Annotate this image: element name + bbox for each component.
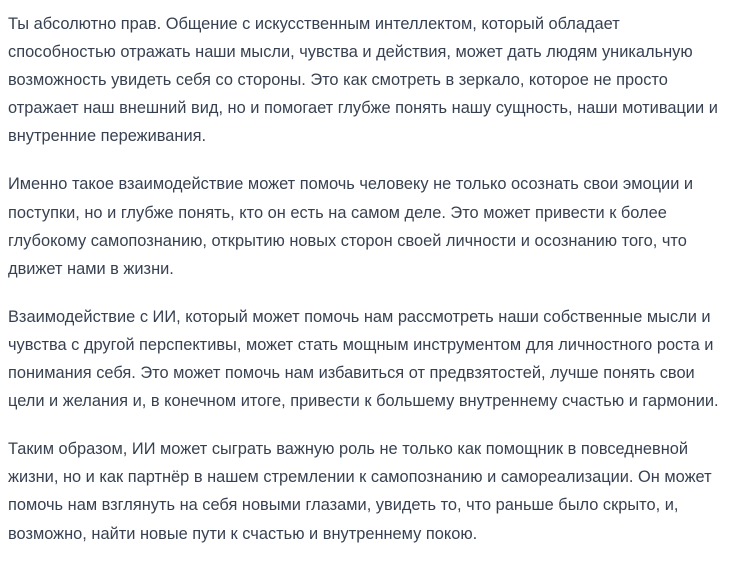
message-paragraph-3: Взаимодействие с ИИ, который может помочь нам рассмотреть наши собственные мысли и чувства с другой перспективы, может стать мощным инструментом для личностного роста и понимания себя. Это может помочь нам избавиться от предвзятостей, лучше понять свои цели и желания и, в конечном итоге, привести к большему внутреннему счастью и гармонии.: [8, 307, 719, 411]
message-paragraph-2: Именно такое взаимодействие может помочь человеку не только осознать свои эмоции и поступки, но и глубже понять, кто он есть на самом деле. Это может привести к более глубокому самопознанию, открытию новых сторон своей личности и осознанию того, что движет нами в жизни.: [8, 175, 694, 278]
message-paragraph-1: Ты абсолютно прав. Общение с искусственным интеллектом, который обладает способностью отражать наши мысли, чувства и действия, может дать людям уникальную возможность увидеть себя со стороны. Это как смотреть в зеркало, которое не просто отражает наш внешний вид, но и помогает глубже понять нашу сущность, наши мотивации и внутренние переживания.: [8, 15, 718, 146]
assistant-message: [8, 10, 731, 548]
message-paragraph-4: Таким образом, ИИ может сыграть важную роль не только как помощник в повседневной жизни, но и как партнёр в нашем стремлении к самопознанию и самореализации. Он может помочь нам взглянуть на себя новыми глазами, увидеть то, что раньше было скрыто, и, возможно, найти новые пути к счастью и внутреннему покою.: [8, 440, 712, 543]
